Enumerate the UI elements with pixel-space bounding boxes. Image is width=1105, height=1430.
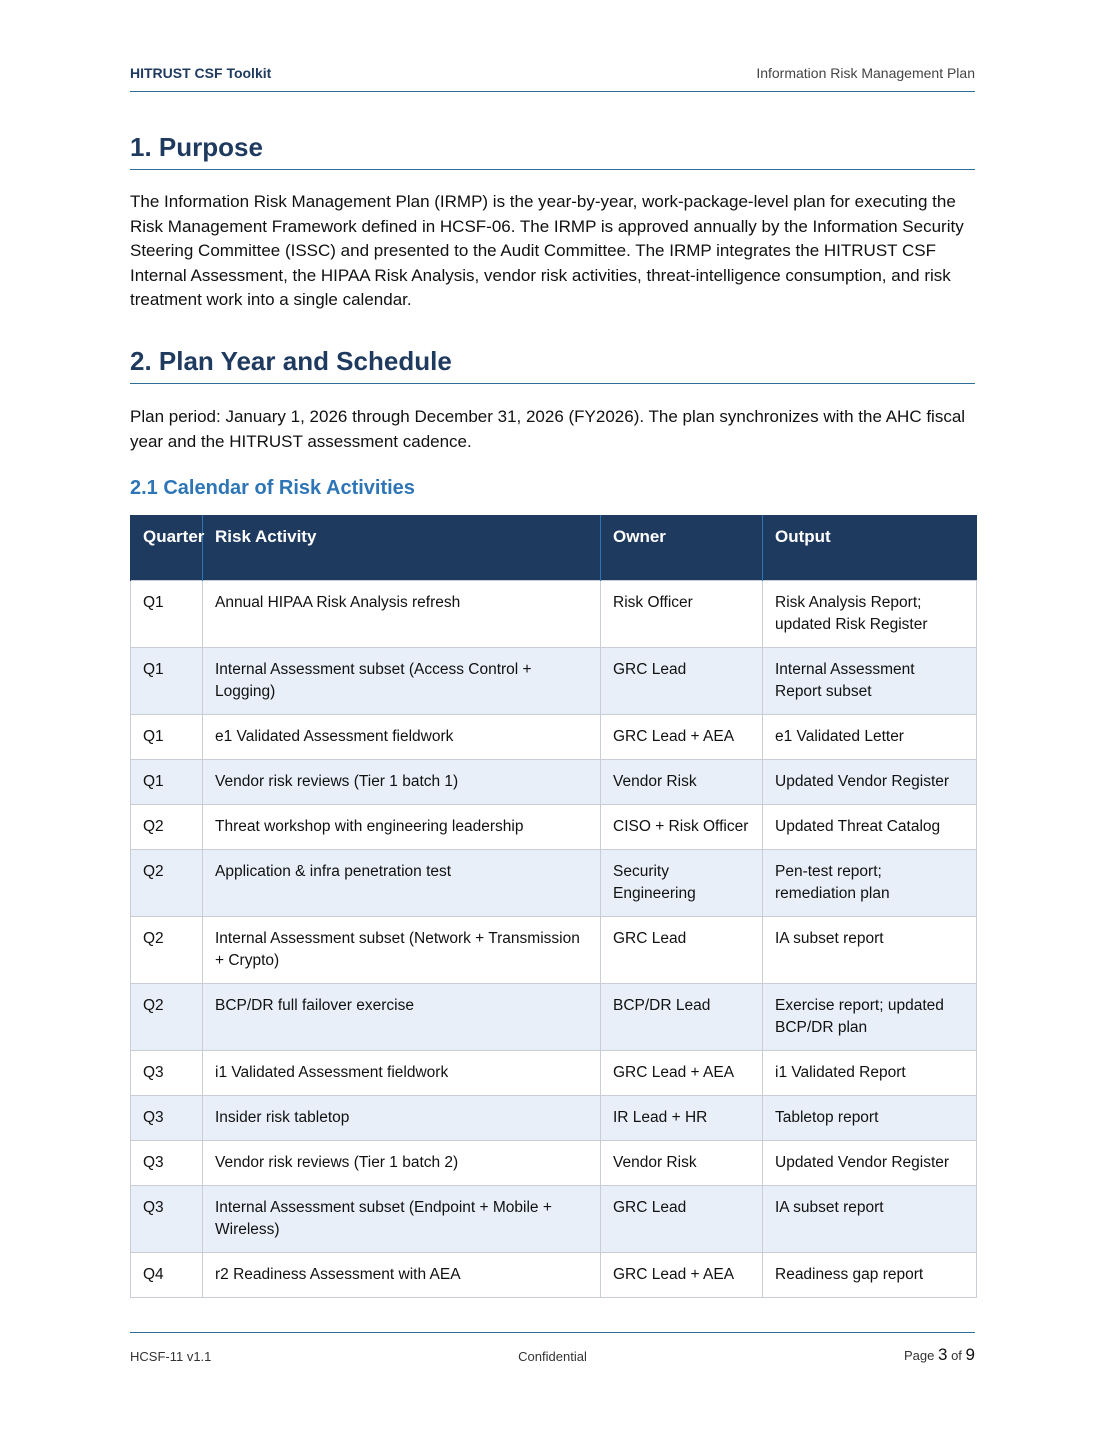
- cell-quarter: Q2: [131, 850, 203, 917]
- cell-activity: Annual HIPAA Risk Analysis refresh: [203, 581, 601, 648]
- plan-paragraph: Plan period: January 1, 2026 through December 31, 2026 (FY2026). The plan synchronizes with the AHC fiscal year and the HITRUST assessment cadence.: [130, 407, 966, 451]
- cell-owner: Security Engineering: [601, 850, 763, 917]
- header-toolkit-title: HITRUST CSF Toolkit: [130, 65, 272, 81]
- cell-activity: Vendor risk reviews (Tier 1 batch 1): [203, 760, 601, 805]
- cell-output: Updated Threat Catalog: [763, 805, 977, 850]
- cell-quarter: Q4: [131, 1253, 203, 1298]
- cell-owner: GRC Lead: [601, 917, 763, 984]
- cell-owner: GRC Lead: [601, 1186, 763, 1253]
- header-document-title: Information Risk Management Plan: [756, 65, 975, 81]
- cell-activity: i1 Validated Assessment fieldwork: [203, 1051, 601, 1096]
- cell-output: Readiness gap report: [763, 1253, 977, 1298]
- cell-owner: GRC Lead: [601, 648, 763, 715]
- cell-activity: r2 Readiness Assessment with AEA: [203, 1253, 601, 1298]
- table-row: [131, 984, 977, 1051]
- table-row: [131, 805, 977, 850]
- subsection-heading-calendar: 2.1 Calendar of Risk Activities: [130, 477, 415, 499]
- cell-quarter: Q3: [131, 1096, 203, 1141]
- footer-page-number: [904, 1345, 975, 1365]
- footer-page-total: 9: [965, 1345, 975, 1364]
- document-page: [130, 0, 975, 1430]
- cell-output: Pen-test report; remediation plan: [763, 850, 977, 917]
- cell-owner: GRC Lead + AEA: [601, 1253, 763, 1298]
- footer-classification: Confidential: [518, 1349, 587, 1364]
- cell-activity: Insider risk tabletop: [203, 1096, 601, 1141]
- cell-output: Updated Vendor Register: [763, 760, 977, 805]
- column-header-owner: Owner: [601, 515, 763, 581]
- running-header: [130, 63, 975, 92]
- cell-activity: BCP/DR full failover exercise: [203, 984, 601, 1051]
- cell-quarter: Q2: [131, 917, 203, 984]
- purpose-paragraph: The Information Risk Management Plan (IRMP) is the year-by-year, work-package-level plan for executing the Risk Management Framework defined in HCSF-06. The IRMP is approved annually by the Information Security Steering Committee (ISSC) and presented to the Audit Committee. The IRMP integrates the HITRUST CSF Internal Assessment, the HIPAA Risk Analysis, vendor risk activities, threat-intelligence consumption, and risk treatment work into a single calendar.: [130, 192, 964, 309]
- table-row: [131, 917, 977, 984]
- cell-output: Risk Analysis Report; updated Risk Register: [763, 581, 977, 648]
- table-row: [131, 760, 977, 805]
- cell-activity: Vendor risk reviews (Tier 1 batch 2): [203, 1141, 601, 1186]
- cell-activity: Internal Assessment subset (Access Control + Logging): [203, 648, 601, 715]
- column-header-output: Output: [763, 515, 977, 581]
- column-header-quarter: Quarter: [131, 515, 203, 581]
- table-row: [131, 648, 977, 715]
- cell-owner: BCP/DR Lead: [601, 984, 763, 1051]
- cell-activity: Threat workshop with engineering leadership: [203, 805, 601, 850]
- section-heading-purpose: 1. Purpose: [130, 132, 975, 170]
- cell-output: Updated Vendor Register: [763, 1141, 977, 1186]
- cell-activity: e1 Validated Assessment fieldwork: [203, 715, 601, 760]
- cell-quarter: Q3: [131, 1141, 203, 1186]
- cell-quarter: Q1: [131, 648, 203, 715]
- cell-owner: GRC Lead + AEA: [601, 715, 763, 760]
- table-row: [131, 1253, 977, 1298]
- footer-document-id: HCSF-11 v1.1: [130, 1349, 212, 1364]
- cell-quarter: Q1: [131, 760, 203, 805]
- cell-owner: Risk Officer: [601, 581, 763, 648]
- cell-owner: IR Lead + HR: [601, 1096, 763, 1141]
- cell-quarter: Q2: [131, 805, 203, 850]
- table-row: [131, 1186, 977, 1253]
- cell-activity: Internal Assessment subset (Endpoint + Mobile + Wireless): [203, 1186, 601, 1253]
- cell-output: e1 Validated Letter: [763, 715, 977, 760]
- cell-quarter: Q3: [131, 1051, 203, 1096]
- cell-quarter: Q1: [131, 715, 203, 760]
- table-row: [131, 581, 977, 648]
- cell-owner: GRC Lead + AEA: [601, 1051, 763, 1096]
- risk-activities-table: [130, 515, 977, 1298]
- cell-owner: Vendor Risk: [601, 760, 763, 805]
- table-row: [131, 715, 977, 760]
- cell-owner: Vendor Risk: [601, 1141, 763, 1186]
- table-row: [131, 850, 977, 917]
- table-header-row: [131, 515, 977, 581]
- cell-activity: Application & infra penetration test: [203, 850, 601, 917]
- section-heading-plan: 2. Plan Year and Schedule: [130, 346, 975, 384]
- cell-quarter: Q1: [131, 581, 203, 648]
- cell-quarter: Q2: [131, 984, 203, 1051]
- table-row: [131, 1051, 977, 1096]
- footer-page-current: 3: [937, 1345, 948, 1364]
- cell-output: IA subset report: [763, 1186, 977, 1253]
- table-row: [131, 1096, 977, 1141]
- cell-output: Internal Assessment Report subset: [763, 648, 977, 715]
- cell-activity: Internal Assessment subset (Network + Transmission + Crypto): [203, 917, 601, 984]
- cell-owner: CISO + Risk Officer: [601, 805, 763, 850]
- cell-output: i1 Validated Report: [763, 1051, 977, 1096]
- running-footer: [130, 1332, 975, 1373]
- table-row: [131, 1141, 977, 1186]
- footer-page-of: of: [951, 1348, 962, 1363]
- column-header-activity: Risk Activity: [203, 515, 601, 581]
- cell-output: Exercise report; updated BCP/DR plan: [763, 984, 977, 1051]
- cell-output: Tabletop report: [763, 1096, 977, 1141]
- footer-page-label: Page: [903, 1348, 935, 1363]
- cell-output: IA subset report: [763, 917, 977, 984]
- cell-quarter: Q3: [131, 1186, 203, 1253]
